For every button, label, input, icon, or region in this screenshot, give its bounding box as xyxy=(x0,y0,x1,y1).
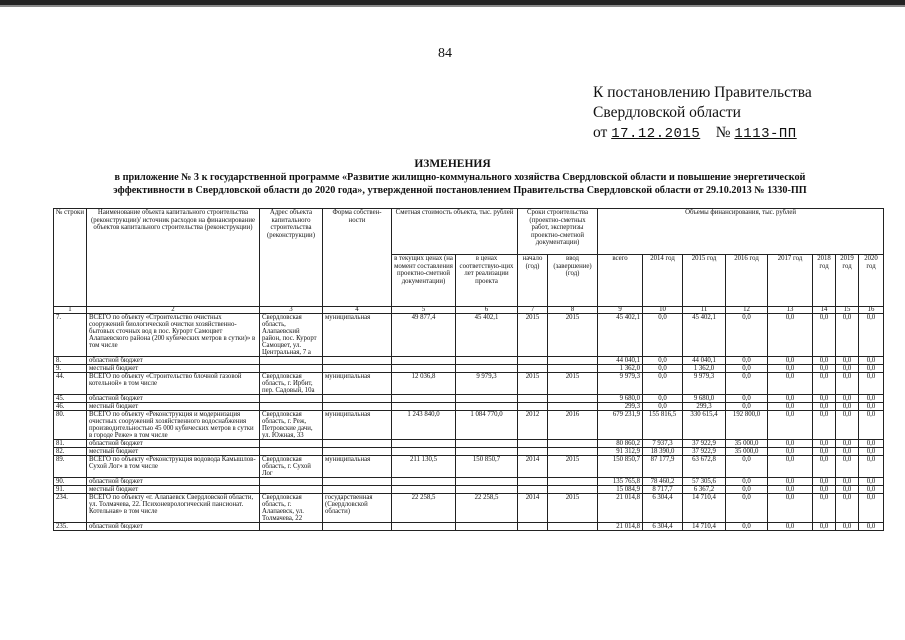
address-cell: Свердловская область, г. Сухой Лог xyxy=(260,456,323,478)
end-year-cell xyxy=(548,365,598,373)
funding-2016-cell: 0,0 xyxy=(726,365,768,373)
table-row xyxy=(54,494,884,523)
object-name-cell: местный бюджет xyxy=(87,448,260,456)
funding-2015-cell: 45 402,1 xyxy=(683,314,726,357)
row-number-cell: 46. xyxy=(54,403,87,411)
funding-2016-cell: 0,0 xyxy=(726,373,768,395)
start-year-cell xyxy=(518,478,548,486)
reference-date-number xyxy=(593,123,812,144)
end-year-cell xyxy=(548,448,598,456)
funding-2018-cell: 0,0 xyxy=(813,478,836,486)
ownership-cell xyxy=(323,440,392,448)
ownership-cell: муниципальная xyxy=(323,411,392,440)
funding-2020-cell: 0,0 xyxy=(859,448,884,456)
estimate-current-cell xyxy=(392,395,456,403)
end-year-cell xyxy=(548,395,598,403)
estimate-period-cell xyxy=(456,478,518,486)
header-funding: Объемы финансирования, тыс. рублей xyxy=(598,209,884,255)
funding-2017-cell: 0,0 xyxy=(768,411,813,440)
start-year-cell xyxy=(518,395,548,403)
table-row xyxy=(54,357,884,365)
funding-2015-cell: 44 040,1 xyxy=(683,357,726,365)
ownership-cell xyxy=(323,403,392,411)
start-year-cell: 2012 xyxy=(518,411,548,440)
funding-2014-cell: 6 304,4 xyxy=(643,523,683,531)
row-number-cell: 235. xyxy=(54,523,87,531)
funding-2017-cell: 0,0 xyxy=(768,523,813,531)
funding-2020-cell: 0,0 xyxy=(859,357,884,365)
funding-2014-cell: 155 816,5 xyxy=(643,411,683,440)
funding-2014-cell: 7 937,3 xyxy=(643,440,683,448)
funding-2014-cell: 18 390,0 xyxy=(643,448,683,456)
header-address: Адрес объекта капитального строительства (реконструкции) xyxy=(260,209,323,307)
scan-top-border-shadow xyxy=(0,5,905,7)
header-terms-end: ввод (завершение) (год) xyxy=(548,255,598,307)
estimate-period-cell xyxy=(456,523,518,531)
funding-total-cell: 15 084,9 xyxy=(598,486,643,494)
funding-2019-cell: 0,0 xyxy=(836,411,859,440)
funding-2019-cell: 0,0 xyxy=(836,357,859,365)
object-name-cell: ВСЕГО по объекту «Строительство блочной газовой котельной» в том числе xyxy=(87,373,260,395)
column-number: 1 xyxy=(54,307,87,314)
start-year-cell xyxy=(518,440,548,448)
estimate-period-cell xyxy=(456,440,518,448)
estimate-current-cell xyxy=(392,523,456,531)
funding-2020-cell: 0,0 xyxy=(859,486,884,494)
funding-2017-cell: 0,0 xyxy=(768,486,813,494)
object-name-cell: областной бюджет xyxy=(87,523,260,531)
address-cell xyxy=(260,440,323,448)
end-year-cell: 2015 xyxy=(548,494,598,523)
funding-2015-cell: 37 922,9 xyxy=(683,448,726,456)
funding-2018-cell: 0,0 xyxy=(813,357,836,365)
estimate-period-cell xyxy=(456,395,518,403)
estimate-period-cell xyxy=(456,486,518,494)
funding-2015-cell: 63 672,8 xyxy=(683,456,726,478)
object-name-cell: ВСЕГО по объекту «г. Алапаевск Свердловской области, ул. Толмачева, 22. Психоневрологический пансионат. Котельная» в том числе xyxy=(87,494,260,523)
column-number: 8 xyxy=(548,307,598,314)
object-name-cell: областной бюджет xyxy=(87,357,260,365)
ownership-cell xyxy=(323,395,392,403)
funding-2017-cell: 0,0 xyxy=(768,403,813,411)
estimate-current-cell: 1 243 840,0 xyxy=(392,411,456,440)
address-cell: Свердловская область, Алапаевский район, пос. Курорт Самоцвет, ул. Центральная, 7 а xyxy=(260,314,323,357)
row-number-cell: 7. xyxy=(54,314,87,357)
header-estimate-period: в ценах соответствую-щих лет реализации проекта xyxy=(456,255,518,307)
header-year-2015: 2015 год xyxy=(683,255,726,307)
row-number-cell: 82. xyxy=(54,448,87,456)
header-ownership: Форма собствен-ности xyxy=(323,209,392,307)
funding-2016-cell: 0,0 xyxy=(726,494,768,523)
subtitle-line-2: эффективности в Свердловской области до 2020 года», утвержденной постановлением Правительства Свердловской области от 29.10.2013 № 1330-ПП xyxy=(113,185,807,196)
column-number: 5 xyxy=(392,307,456,314)
object-name-cell: ВСЕГО по объекту «Реконструкция и модернизация очистных сооружений хозяйственного водоснабжения производительностью 45 000 кубических метров в сутки в городе Реже» в том числе xyxy=(87,411,260,440)
funding-2017-cell: 0,0 xyxy=(768,373,813,395)
column-number: 6 xyxy=(456,307,518,314)
funding-2020-cell: 0,0 xyxy=(859,494,884,523)
ownership-cell xyxy=(323,448,392,456)
funding-2014-cell: 87 177,9 xyxy=(643,456,683,478)
funding-2015-cell: 9 680,0 xyxy=(683,395,726,403)
header-year-2018: 2018 год xyxy=(813,255,836,307)
funding-2017-cell: 0,0 xyxy=(768,494,813,523)
column-number: 7 xyxy=(518,307,548,314)
object-name-cell: ВСЕГО по объекту «Строительство очистных сооружений биологической очистки хозяйственно-бытовых сточных вод в пос. Курорт Самоцвет Алапаевского района (200 кубических метров в сутки)» в том числе xyxy=(87,314,260,357)
ownership-cell xyxy=(323,486,392,494)
address-cell xyxy=(260,403,323,411)
object-name-cell: ВСЕГО по объекту «Реконструкция водовода Камышлов-Сухой Лог» в том числе xyxy=(87,456,260,478)
ownership-cell: муниципальная xyxy=(323,456,392,478)
row-number-cell: 81. xyxy=(54,440,87,448)
end-year-cell xyxy=(548,523,598,531)
table-row xyxy=(54,373,884,395)
funding-2017-cell: 0,0 xyxy=(768,478,813,486)
funding-2018-cell: 0,0 xyxy=(813,314,836,357)
ownership-cell xyxy=(323,365,392,373)
subtitle-line-1: в приложение № 3 к государственной программе «Развитие жилищно-коммунального хозяйства Свердловской области и повышение энергетической xyxy=(114,172,806,183)
address-cell xyxy=(260,478,323,486)
estimate-period-cell: 45 402,1 xyxy=(456,314,518,357)
start-year-cell xyxy=(518,403,548,411)
estimate-current-cell xyxy=(392,365,456,373)
header-estimate-current: в текущих ценах (на момент составления проектно-сметной документации) xyxy=(392,255,456,307)
estimate-current-cell xyxy=(392,486,456,494)
column-number: 3 xyxy=(260,307,323,314)
funding-2020-cell: 0,0 xyxy=(859,411,884,440)
column-number: 4 xyxy=(323,307,392,314)
funding-2018-cell: 0,0 xyxy=(813,494,836,523)
funding-2018-cell: 0,0 xyxy=(813,448,836,456)
funding-2017-cell: 0,0 xyxy=(768,395,813,403)
address-cell xyxy=(260,523,323,531)
end-year-cell: 2016 xyxy=(548,411,598,440)
funding-total-cell: 150 850,7 xyxy=(598,456,643,478)
start-year-cell: 2015 xyxy=(518,314,548,357)
table-row xyxy=(54,395,884,403)
table-row xyxy=(54,403,884,411)
funding-total-cell: 21 014,8 xyxy=(598,494,643,523)
header-terms: Сроки строительства (проектно-сметных работ, экспертизы проектно-сметной документации) xyxy=(518,209,598,255)
resolution-reference xyxy=(593,83,812,144)
funding-2016-cell: 0,0 xyxy=(726,456,768,478)
header-year-2016: 2016 год xyxy=(726,255,768,307)
funding-2014-cell: 8 717,7 xyxy=(643,486,683,494)
table-row xyxy=(54,523,884,531)
table-row xyxy=(54,365,884,373)
funding-2018-cell: 0,0 xyxy=(813,486,836,494)
header-terms-start: начало (год) xyxy=(518,255,548,307)
funding-2016-cell: 0,0 xyxy=(726,478,768,486)
funding-2015-cell: 14 710,4 xyxy=(683,523,726,531)
funding-2014-cell: 0,0 xyxy=(643,314,683,357)
ownership-cell: муниципальная xyxy=(323,373,392,395)
estimate-current-cell: 22 258,5 xyxy=(392,494,456,523)
address-cell: Свердловская область, г. Реж, Петровские дачи, ул. Южная, 33 xyxy=(260,411,323,440)
ownership-cell: муниципальная xyxy=(323,314,392,357)
funding-2020-cell: 0,0 xyxy=(859,395,884,403)
column-number: 15 xyxy=(836,307,859,314)
row-number-cell: 45. xyxy=(54,395,87,403)
column-number: 11 xyxy=(683,307,726,314)
row-number-cell: 80. xyxy=(54,411,87,440)
table-row xyxy=(54,448,884,456)
estimate-current-cell xyxy=(392,357,456,365)
table-row xyxy=(54,440,884,448)
header-funding-total: всего xyxy=(598,255,643,307)
funding-2014-cell: 0,0 xyxy=(643,373,683,395)
table-row xyxy=(54,411,884,440)
resolution-number: 1113-ПП xyxy=(734,126,797,142)
estimate-period-cell xyxy=(456,403,518,411)
funding-2016-cell: 0,0 xyxy=(726,395,768,403)
funding-total-cell: 1 362,0 xyxy=(598,365,643,373)
funding-2015-cell: 6 367,2 xyxy=(683,486,726,494)
object-name-cell: областной бюджет xyxy=(87,478,260,486)
funding-2014-cell: 0,0 xyxy=(643,395,683,403)
funding-2020-cell: 0,0 xyxy=(859,440,884,448)
ownership-cell: государственная (Свердловской области) xyxy=(323,494,392,523)
column-numbers-row xyxy=(54,307,884,314)
object-name-cell: местный бюджет xyxy=(87,365,260,373)
address-cell xyxy=(260,357,323,365)
funding-2017-cell: 0,0 xyxy=(768,448,813,456)
estimate-current-cell xyxy=(392,448,456,456)
funding-2020-cell: 0,0 xyxy=(859,365,884,373)
table-row xyxy=(54,314,884,357)
table-row xyxy=(54,478,884,486)
funding-2018-cell: 0,0 xyxy=(813,365,836,373)
funding-2019-cell: 0,0 xyxy=(836,523,859,531)
funding-2019-cell: 0,0 xyxy=(836,365,859,373)
funding-2016-cell: 0,0 xyxy=(726,357,768,365)
address-cell xyxy=(260,395,323,403)
funding-2020-cell: 0,0 xyxy=(859,478,884,486)
funding-2018-cell: 0,0 xyxy=(813,411,836,440)
page-number: 84 xyxy=(438,46,452,61)
estimate-period-cell: 150 850,7 xyxy=(456,456,518,478)
ownership-cell xyxy=(323,478,392,486)
funding-2020-cell: 0,0 xyxy=(859,373,884,395)
funding-2020-cell: 0,0 xyxy=(859,456,884,478)
estimate-period-cell xyxy=(456,365,518,373)
funding-2016-cell: 35 000,0 xyxy=(726,440,768,448)
estimate-current-cell xyxy=(392,478,456,486)
column-number: 2 xyxy=(87,307,260,314)
estimate-current-cell: 12 036,8 xyxy=(392,373,456,395)
funding-2016-cell: 0,0 xyxy=(726,403,768,411)
funding-2017-cell: 0,0 xyxy=(768,357,813,365)
funding-2020-cell: 0,0 xyxy=(859,314,884,357)
funding-2018-cell: 0,0 xyxy=(813,456,836,478)
funding-2015-cell: 299,3 xyxy=(683,403,726,411)
row-number-cell: 234. xyxy=(54,494,87,523)
funding-2019-cell: 0,0 xyxy=(836,395,859,403)
funding-2018-cell: 0,0 xyxy=(813,523,836,531)
column-number: 14 xyxy=(813,307,836,314)
funding-total-cell: 135 765,8 xyxy=(598,478,643,486)
funding-2017-cell: 0,0 xyxy=(768,440,813,448)
address-cell xyxy=(260,486,323,494)
funding-table xyxy=(53,208,884,531)
funding-2014-cell: 0,0 xyxy=(643,403,683,411)
funding-2020-cell: 0,0 xyxy=(859,523,884,531)
funding-2016-cell: 0,0 xyxy=(726,523,768,531)
estimate-period-cell: 9 979,3 xyxy=(456,373,518,395)
funding-2019-cell: 0,0 xyxy=(836,456,859,478)
end-year-cell xyxy=(548,403,598,411)
funding-2015-cell: 1 362,0 xyxy=(683,365,726,373)
address-cell xyxy=(260,365,323,373)
object-name-cell: местный бюджет xyxy=(87,486,260,494)
funding-total-cell: 21 014,8 xyxy=(598,523,643,531)
funding-2017-cell: 0,0 xyxy=(768,456,813,478)
table-body xyxy=(54,307,884,531)
header-object-name: Наименование объекта капитального строительства (реконструкции)/ источник расходов на финансирование объектов капитального строительства (реконструкции) xyxy=(87,209,260,307)
header-estimate: Сметная стоимость объекта, тыс. рублей xyxy=(392,209,518,255)
funding-total-cell: 44 040,1 xyxy=(598,357,643,365)
estimate-period-cell xyxy=(456,357,518,365)
funding-2014-cell: 0,0 xyxy=(643,357,683,365)
funding-2019-cell: 0,0 xyxy=(836,403,859,411)
funding-2018-cell: 0,0 xyxy=(813,440,836,448)
start-year-cell xyxy=(518,357,548,365)
from-label: от xyxy=(593,124,608,141)
header-year-2014: 2014 год xyxy=(643,255,683,307)
estimate-current-cell: 211 130,5 xyxy=(392,456,456,478)
end-year-cell xyxy=(548,357,598,365)
funding-2015-cell: 14 710,4 xyxy=(683,494,726,523)
funding-total-cell: 679 231,9 xyxy=(598,411,643,440)
estimate-current-cell xyxy=(392,403,456,411)
estimate-period-cell xyxy=(456,448,518,456)
estimate-period-cell: 22 258,5 xyxy=(456,494,518,523)
header-year-2019: 2019 год xyxy=(836,255,859,307)
reference-line-2: Свердловской области xyxy=(593,104,741,121)
row-number-cell: 91. xyxy=(54,486,87,494)
funding-2016-cell: 0,0 xyxy=(726,486,768,494)
table-row xyxy=(54,486,884,494)
funding-2017-cell: 0,0 xyxy=(768,314,813,357)
start-year-cell xyxy=(518,448,548,456)
funding-2016-cell: 192 800,0 xyxy=(726,411,768,440)
funding-2019-cell: 0,0 xyxy=(836,478,859,486)
funding-total-cell: 299,3 xyxy=(598,403,643,411)
document-subtitle xyxy=(80,171,840,197)
funding-2018-cell: 0,0 xyxy=(813,373,836,395)
object-name-cell: областной бюджет xyxy=(87,440,260,448)
funding-2015-cell: 9 979,3 xyxy=(683,373,726,395)
column-number: 10 xyxy=(643,307,683,314)
funding-2019-cell: 0,0 xyxy=(836,373,859,395)
column-number: 16 xyxy=(859,307,884,314)
funding-2018-cell: 0,0 xyxy=(813,403,836,411)
end-year-cell: 2015 xyxy=(548,314,598,357)
funding-2019-cell: 0,0 xyxy=(836,494,859,523)
funding-2014-cell: 78 460,2 xyxy=(643,478,683,486)
number-label: № xyxy=(715,124,731,141)
funding-2016-cell: 0,0 xyxy=(726,314,768,357)
funding-2016-cell: 35 000,0 xyxy=(726,448,768,456)
column-number: 12 xyxy=(726,307,768,314)
table-row xyxy=(54,456,884,478)
funding-2017-cell: 0,0 xyxy=(768,365,813,373)
row-number-cell: 44. xyxy=(54,373,87,395)
estimate-current-cell xyxy=(392,440,456,448)
funding-total-cell: 91 312,9 xyxy=(598,448,643,456)
object-name-cell: областной бюджет xyxy=(87,395,260,403)
end-year-cell xyxy=(548,486,598,494)
start-year-cell xyxy=(518,486,548,494)
column-number: 9 xyxy=(598,307,643,314)
document-title: ИЗМЕНЕНИЯ xyxy=(414,158,491,170)
estimate-period-cell: 1 084 770,0 xyxy=(456,411,518,440)
header-row-number: № строки xyxy=(54,209,87,307)
funding-total-cell: 9 979,3 xyxy=(598,373,643,395)
object-name-cell: местный бюджет xyxy=(87,403,260,411)
end-year-cell xyxy=(548,440,598,448)
row-number-cell: 8. xyxy=(54,357,87,365)
start-year-cell xyxy=(518,523,548,531)
funding-2019-cell: 0,0 xyxy=(836,448,859,456)
resolution-date: 17.12.2015 xyxy=(611,126,701,142)
end-year-cell: 2015 xyxy=(548,373,598,395)
funding-total-cell: 9 680,0 xyxy=(598,395,643,403)
funding-2015-cell: 37 922,9 xyxy=(683,440,726,448)
funding-2019-cell: 0,0 xyxy=(836,486,859,494)
funding-2014-cell: 6 304,4 xyxy=(643,494,683,523)
row-number-cell: 89. xyxy=(54,456,87,478)
funding-total-cell: 80 860,2 xyxy=(598,440,643,448)
start-year-cell: 2014 xyxy=(518,456,548,478)
address-cell xyxy=(260,448,323,456)
row-number-cell: 9. xyxy=(54,365,87,373)
row-number-cell: 90. xyxy=(54,478,87,486)
reference-line-1: К постановлению Правительства xyxy=(593,84,812,101)
ownership-cell xyxy=(323,357,392,365)
start-year-cell xyxy=(518,365,548,373)
funding-2019-cell: 0,0 xyxy=(836,314,859,357)
funding-2015-cell: 330 615,4 xyxy=(683,411,726,440)
estimate-current-cell: 49 877,4 xyxy=(392,314,456,357)
header-year-2017: 2017 год xyxy=(768,255,813,307)
funding-total-cell: 45 402,1 xyxy=(598,314,643,357)
funding-2018-cell: 0,0 xyxy=(813,395,836,403)
end-year-cell xyxy=(548,478,598,486)
end-year-cell: 2015 xyxy=(548,456,598,478)
start-year-cell: 2015 xyxy=(518,373,548,395)
funding-2014-cell: 0,0 xyxy=(643,365,683,373)
column-number: 13 xyxy=(768,307,813,314)
start-year-cell: 2014 xyxy=(518,494,548,523)
funding-2015-cell: 57 305,6 xyxy=(683,478,726,486)
funding-2020-cell: 0,0 xyxy=(859,403,884,411)
address-cell: Свердловская область, г. Ирбит, пер. Садовый, 10а xyxy=(260,373,323,395)
funding-2019-cell: 0,0 xyxy=(836,440,859,448)
header-year-2020: 2020 год xyxy=(859,255,884,307)
ownership-cell xyxy=(323,523,392,531)
address-cell: Свердловская область, г. Алапаевск, ул. Толмачева, 22 xyxy=(260,494,323,523)
